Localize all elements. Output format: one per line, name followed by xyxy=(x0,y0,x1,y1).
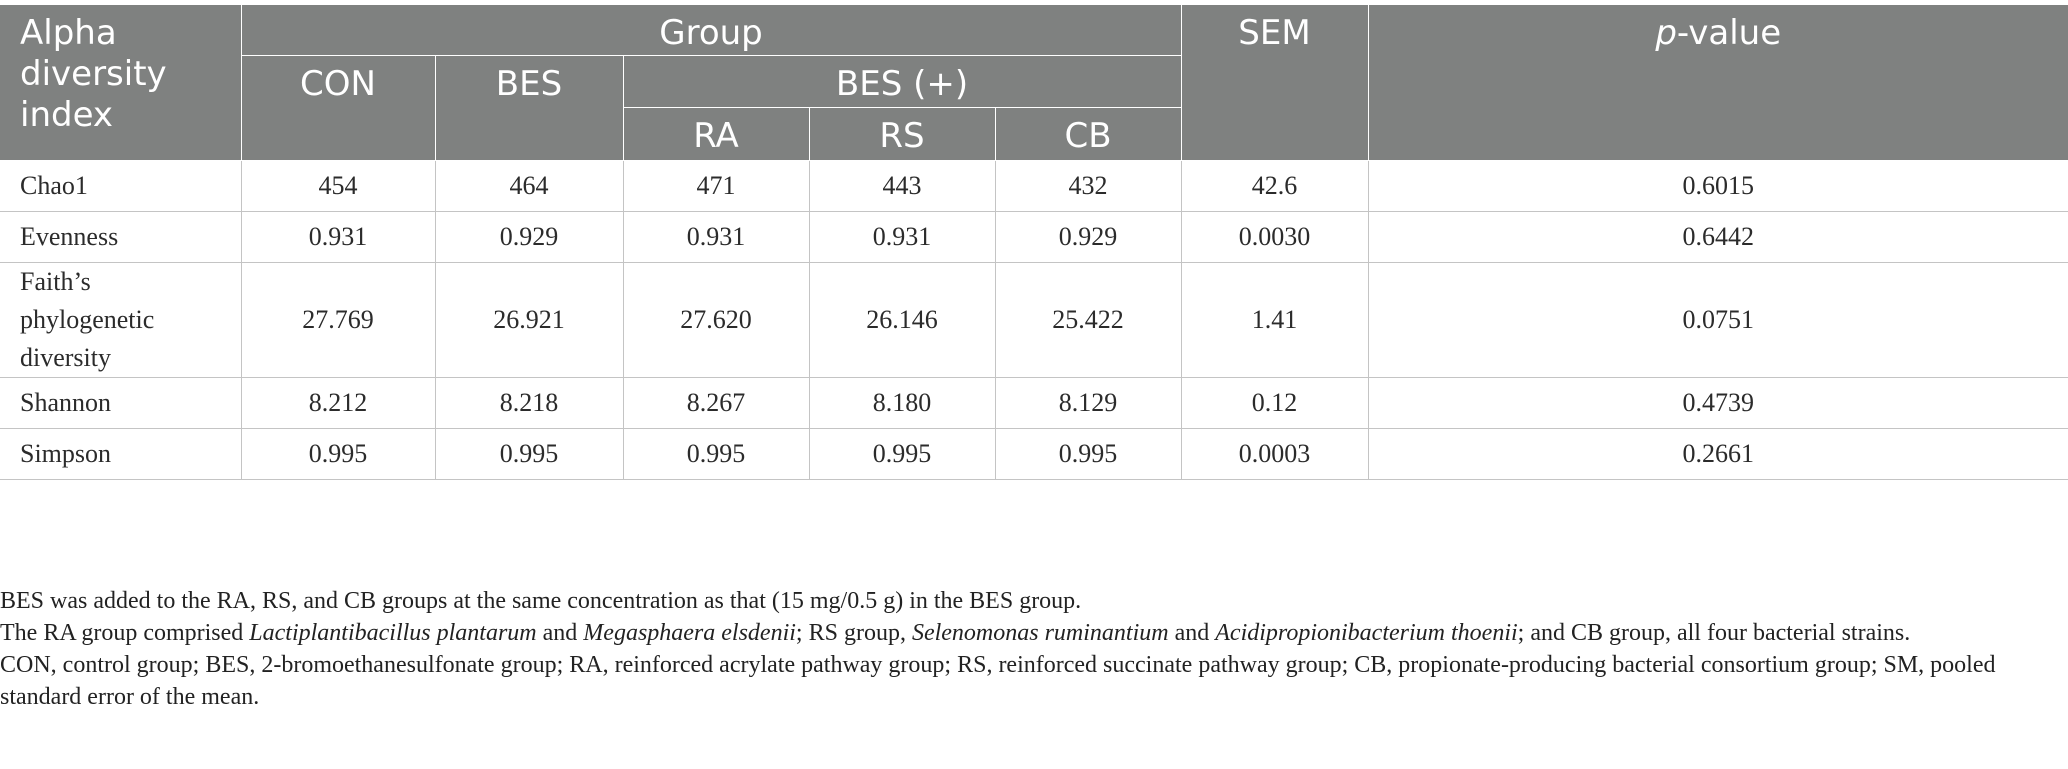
cell-cb: 8.129 xyxy=(995,377,1181,428)
cell-ra: 27.620 xyxy=(623,262,809,377)
footnote-text: and xyxy=(536,620,584,646)
footnote-abbreviations: CON, control group; BES, 2-bromoethanesulfonate group; RA, reinforced acrylate pathway group; RS, reinforced succinate pathway group; CB, propionate-producing bacterial consortium group; SM, pooled standard error of the mean. xyxy=(0,652,1996,710)
cell-p-value: 0.0751 xyxy=(1368,262,2068,377)
table-row-evenness xyxy=(0,211,2068,262)
cell-con: 8.212 xyxy=(241,377,435,428)
header-cb: CB xyxy=(995,107,1181,160)
cell-rs: 0.931 xyxy=(809,211,995,262)
header-p-italic: p xyxy=(1655,13,1677,53)
cell-ra: 471 xyxy=(623,160,809,211)
table-row-faiths-pd xyxy=(0,262,2068,377)
cell-p-value: 0.6015 xyxy=(1368,160,2068,211)
table-row-shannon xyxy=(0,377,2068,428)
header-bes-plus: BES (+) xyxy=(623,55,1181,107)
header-sem: SEM xyxy=(1181,5,1368,160)
cell-cb: 432 xyxy=(995,160,1181,211)
cell-bes: 8.218 xyxy=(435,377,623,428)
cell-p-value: 0.6442 xyxy=(1368,211,2068,262)
cell-bes: 464 xyxy=(435,160,623,211)
row-label: Simpson xyxy=(0,428,241,479)
cell-rs: 443 xyxy=(809,160,995,211)
footnote-text: ; RS group, xyxy=(795,620,912,646)
cell-p-value: 0.2661 xyxy=(1368,428,2068,479)
cell-p-value: 0.4739 xyxy=(1368,377,2068,428)
footnote-bes-concentration: BES was added to the RA, RS, and CB groups at the same concentration as that (15 mg/0.5 g) in the BES group. xyxy=(0,588,1082,614)
footnote-text: ; and CB group, all four bacterial strains. xyxy=(1517,620,1911,646)
species-name: Lactiplantibacillus plantarum xyxy=(249,620,537,646)
table-container xyxy=(0,5,2068,480)
table-row-chao1 xyxy=(0,160,2068,211)
cell-con: 0.995 xyxy=(241,428,435,479)
cell-sem: 0.12 xyxy=(1181,377,1368,428)
footnote-text: The RA group comprised xyxy=(0,620,250,646)
cell-sem: 42.6 xyxy=(1181,160,1368,211)
cell-con: 27.769 xyxy=(241,262,435,377)
cell-sem: 1.41 xyxy=(1181,262,1368,377)
footnote-group-composition xyxy=(0,617,2050,649)
cell-cb: 25.422 xyxy=(995,262,1181,377)
species-name: Acidipropionibacterium thoenii xyxy=(1215,620,1518,646)
cell-bes: 0.929 xyxy=(435,211,623,262)
cell-rs: 26.146 xyxy=(809,262,995,377)
cell-con: 0.931 xyxy=(241,211,435,262)
species-name: Selenomonas ruminantium xyxy=(911,620,1169,646)
alpha-diversity-table xyxy=(0,5,2068,480)
footnote-text: and xyxy=(1168,620,1216,646)
cell-cb: 0.995 xyxy=(995,428,1181,479)
cell-bes: 0.995 xyxy=(435,428,623,479)
cell-ra: 0.931 xyxy=(623,211,809,262)
row-label: Evenness xyxy=(0,211,241,262)
row-label: Shannon xyxy=(0,377,241,428)
cell-bes: 26.921 xyxy=(435,262,623,377)
header-con: CON xyxy=(241,55,435,160)
header-p-rest: -value xyxy=(1676,13,1782,53)
row-label: Faith’s phylogenetic diversity xyxy=(0,262,241,377)
row-label: Chao1 xyxy=(0,160,241,211)
header-ra: RA xyxy=(623,107,809,160)
header-rs: RS xyxy=(809,107,995,160)
header-bes: BES xyxy=(435,55,623,160)
cell-ra: 0.995 xyxy=(623,428,809,479)
header-p-value xyxy=(1368,5,2068,160)
header-group: Group xyxy=(241,5,1181,55)
cell-sem: 0.0030 xyxy=(1181,211,1368,262)
cell-rs: 8.180 xyxy=(809,377,995,428)
cell-ra: 8.267 xyxy=(623,377,809,428)
cell-con: 454 xyxy=(241,160,435,211)
table-footnotes xyxy=(0,585,2050,713)
cell-rs: 0.995 xyxy=(809,428,995,479)
cell-sem: 0.0003 xyxy=(1181,428,1368,479)
species-name: Megasphaera elsdenii xyxy=(583,620,796,646)
cell-cb: 0.929 xyxy=(995,211,1181,262)
header-alpha-diversity-index: Alpha diversity index xyxy=(0,5,241,160)
table-row-simpson xyxy=(0,428,2068,479)
